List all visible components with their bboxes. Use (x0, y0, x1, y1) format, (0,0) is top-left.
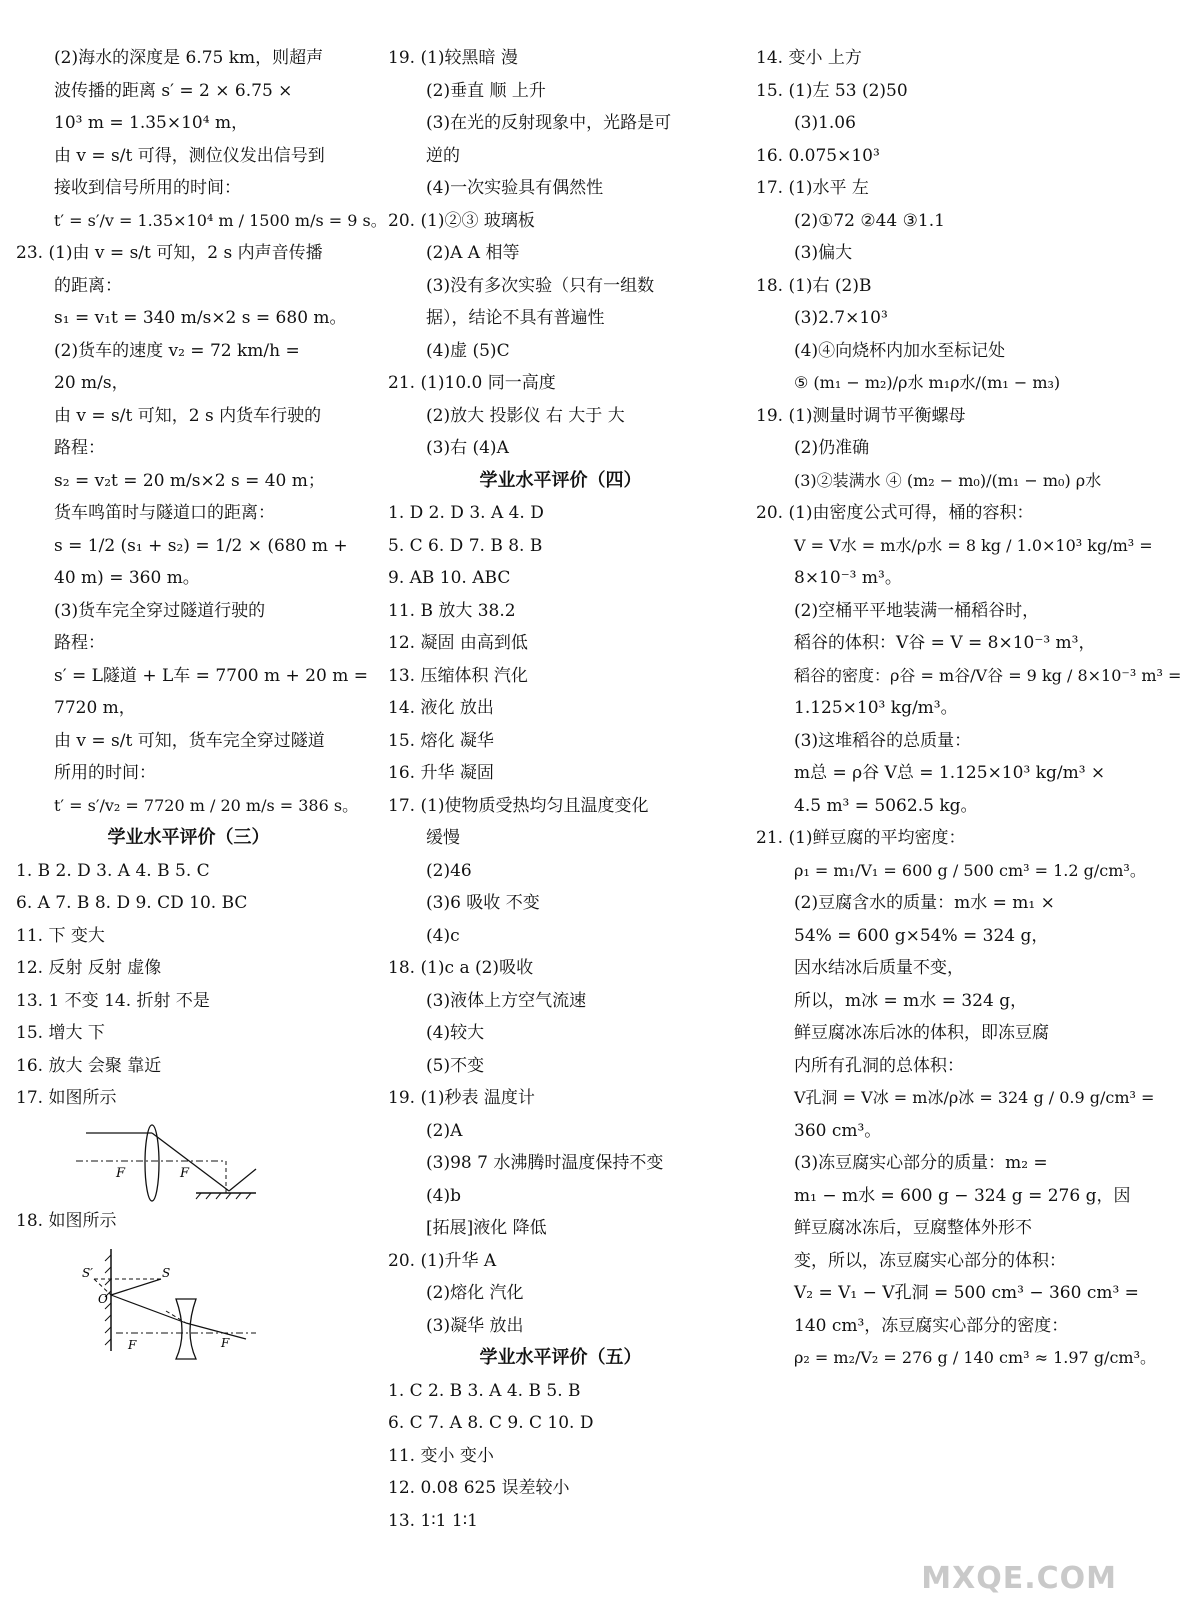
answer-line: 15. (1)左 53 (2)50 (756, 80, 908, 101)
answer-line: 12. 反射 反射 虚像 (16, 958, 162, 978)
column-middle-lines (388, 42, 733, 1537)
answer-line: 15. 熔化 凝华 (388, 730, 494, 751)
answer-line: 6. C 7. A 8. C 9. C 10. D (388, 1413, 594, 1433)
answer-line: 11. B 放大 38.2 (388, 600, 516, 621)
answer-line: (2)放大 投影仪 右 大于 大 (426, 405, 625, 426)
answer-line: (3)没有多次实验（只有一组数 (426, 275, 655, 296)
figure-17 (16, 1119, 361, 1199)
answer-line: 1.125×10³ kg/m³。 (794, 698, 958, 718)
answer-line: 由 v = s/t 可得，测位仪发出信号到 (54, 145, 325, 166)
figure-18 (16, 1241, 361, 1361)
answer-line: s = 1/2 (s₁ + s₂) = 1/2 × (680 m + (54, 535, 348, 556)
answer-line: 12. 0.08 625 误差较小 (388, 1478, 570, 1498)
answer-line: 学业水平评价（三） (107, 827, 270, 848)
answer-line: 140 cm³，冻豆腐实心部分的密度： (794, 1315, 1069, 1336)
answer-line: 20 m/s， (54, 373, 129, 393)
watermark-logo: MXQE.COM (921, 1561, 1117, 1596)
answer-line: 稻谷的体积：V谷 = V = 8×10⁻³ m³， (794, 633, 1096, 653)
answer-line: (4)b (426, 1185, 461, 1206)
answer-line: V₂ = V₁ − V孔洞 = 500 cm³ − 360 cm³ = (794, 1283, 1139, 1303)
answer-line: ρ₂ = m₂/V₂ = 276 g / 140 cm³ ≈ 1.97 g/cm³。 (794, 1348, 1156, 1367)
answer-line: 20. (1)升华 A (388, 1250, 497, 1271)
answer-line: 6. A 7. B 8. D 9. CD 10. BC (16, 893, 248, 913)
answer-line: 18. (1)右 (2)B (756, 275, 872, 296)
answer-line: (4)④向烧杯内加水至标记处 (794, 340, 1006, 361)
answer-line: 所以，m冰 = m水 = 324 g， (794, 990, 1028, 1011)
fig18-label-f2: F (221, 1336, 230, 1350)
answer-line: 13. 1∶1 1∶1 (388, 1510, 478, 1531)
column-left (16, 42, 387, 1367)
column-right (756, 42, 1181, 1375)
answer-line: 由 v = s/t 可知，货车完全穿过隧道 (54, 730, 325, 751)
answer-line: 16. 升华 凝固 (388, 763, 494, 783)
answer-line: 23. (1)由 v = s/t 可知，2 s 内声音传播 (16, 243, 323, 263)
answer-line: t′ = s′/v = 1.35×10⁴ m / 1500 m/s = 9 s。 (54, 210, 387, 230)
answer-line: 所用的时间： (54, 763, 156, 783)
column-left-lines (16, 42, 387, 1115)
answer-line: 21. (1)10.0 同一高度 (388, 373, 556, 393)
answer-line: (2)仍准确 (794, 438, 870, 458)
answer-line: 54% = 600 g×54% = 324 g， (794, 925, 1049, 946)
answer-line: (3)98 7 水沸腾时温度保持不变 (426, 1153, 664, 1173)
answer-line: 15. 增大 下 (16, 1023, 105, 1043)
answer-line: (2)A A 相等 (426, 243, 520, 263)
answer-line: 18. (1)c a (2)吸收 (388, 958, 534, 978)
answer-line: 13. 1 不变 14. 折射 不是 (16, 990, 210, 1011)
answer-line: 接收到信号所用的时间： (54, 178, 241, 198)
answer-line: 鲜豆腐冰冻后冰的体积，即冻豆腐 (794, 1023, 1049, 1043)
answer-line: (2)A (426, 1120, 463, 1141)
answer-line: 17. (1)水平 左 (756, 178, 869, 198)
answer-line: 9. AB 10. ABC (388, 568, 511, 588)
answer-line: s₂ = v₂t = 20 m/s×2 s = 40 m； (54, 470, 325, 491)
answer-line: 19. (1)测量时调节平衡螺母 (756, 405, 966, 426)
answer-line: (2)货车的速度 v₂ = 72 km/h = (54, 340, 300, 361)
answer-line: 19. (1)秒表 温度计 (388, 1088, 535, 1108)
answer-line: 14. 液化 放出 (388, 698, 494, 718)
answer-line: 40 m) = 360 m。 (54, 568, 200, 588)
answer-line: ρ₁ = m₁/V₁ = 600 g / 500 cm³ = 1.2 g/cm³。 (794, 860, 1146, 880)
answer-line: 14. 变小 上方 (756, 48, 862, 68)
answer-line: (3)冻豆腐实心部分的质量：m₂ = (794, 1153, 1048, 1173)
answer-line: (2)垂直 顺 上升 (426, 80, 546, 101)
fig18-label-f1: F (128, 1338, 137, 1352)
answer-line: 1. B 2. D 3. A 4. B 5. C (16, 860, 210, 881)
answer-line: (2)豆腐含水的质量：m水 = m₁ × (794, 893, 1055, 913)
answer-line: 据），结论不具有普遍性 (426, 308, 605, 328)
answer-line: 路程： (54, 438, 105, 458)
answer-line: (4)c (426, 925, 460, 946)
answer-line: (3)货车完全穿过隧道行驶的 (54, 600, 266, 621)
answer-line: m₁ − m水 = 600 g − 324 g = 276 g，因 (794, 1185, 1131, 1206)
answer-line: [拓展]液化 降低 (426, 1218, 547, 1238)
answer-line: (4)较大 (426, 1023, 485, 1043)
answer-line: 13. 压缩体积 汽化 (388, 665, 528, 686)
answer-line: (2)①72 ②44 ③1.1 (794, 210, 945, 231)
answer-line: 货车鸣笛时与隧道口的距离： (54, 503, 275, 523)
answer-line: (3)凝华 放出 (426, 1315, 524, 1336)
answer-line: 8×10⁻³ m³。 (794, 568, 902, 588)
column-right-lines (756, 42, 1181, 1375)
answer-line: (3)这堆稻谷的总质量： (794, 730, 972, 751)
answer-line: 20. (1)由密度公式可得，桶的容积： (756, 503, 1034, 523)
answer-line: 18. 如图所示 (16, 1210, 117, 1231)
answer-line: (3)偏大 (794, 243, 853, 263)
answer-line: (3)6 吸收 不变 (426, 893, 540, 913)
answer-line: 21. (1)鲜豆腐的平均密度： (756, 828, 966, 848)
answer-line: 内所有孔洞的总体积： (794, 1055, 964, 1076)
answer-line: 缓慢 (426, 828, 460, 848)
answer-line: 19. (1)较黑暗 漫 (388, 48, 518, 68)
answer-line: (3)②装满水 ④ (m₂ − m₀)/(m₁ − m₀) ρ水 (794, 470, 1102, 490)
column-left-tail (16, 1205, 361, 1238)
answer-line: ⑤ (m₁ − m₂)/ρ水 m₁ρ水/(m₁ − m₃) (794, 373, 1061, 392)
answer-line: (5)不变 (426, 1055, 485, 1076)
answer-line: (3)1.06 (794, 113, 856, 133)
answer-line: (4)一次实验具有偶然性 (426, 178, 604, 198)
answer-line: (2)海水的深度是 6.75 km，则超声 (54, 48, 324, 68)
answer-line: 学业水平评价（四） (479, 469, 642, 491)
column-middle (388, 42, 733, 1537)
fig18-label-o: O (98, 1292, 108, 1306)
answer-line: 17. 如图所示 (16, 1088, 117, 1108)
answer-line: V = V水 = m水/ρ水 = 8 kg / 1.0×10³ kg/m³ = (794, 535, 1153, 555)
fig17-label-f1: F (116, 1165, 126, 1181)
answer-line: 16. 0.075×10³ (756, 145, 880, 166)
answer-line: 17. (1)使物质受热均匀且温度变化 (388, 795, 649, 816)
answer-line: 11. 变小 变小 (388, 1445, 494, 1466)
answer-line: 鲜豆腐冰冻后，豆腐整体外形不 (794, 1218, 1032, 1238)
answer-line: (3)液体上方空气流速 (426, 990, 587, 1011)
fig17-label-f2: F (180, 1165, 190, 1181)
answer-line: m总 = ρ谷 V总 = 1.125×10³ kg/m³ × (794, 763, 1106, 783)
answer-line: 5. C 6. D 7. B 8. B (388, 535, 543, 556)
fig18-label-s-image: S′ (82, 1266, 93, 1280)
answer-line: 10³ m = 1.35×10⁴ m， (54, 113, 249, 133)
answer-line: 1. D 2. D 3. A 4. D (388, 503, 544, 523)
answer-line: 稻谷的密度：ρ谷 = m谷/V谷 = 9 kg / 8×10⁻³ m³ = (794, 665, 1181, 685)
answer-line: (2)熔化 汽化 (426, 1283, 524, 1303)
answer-line: 20. (1)②③ 玻璃板 (388, 210, 535, 231)
answer-line: (4)虚 (5)C (426, 340, 510, 361)
answer-line: V孔洞 = V冰 = m冰/ρ冰 = 324 g / 0.9 g/cm³ = (794, 1088, 1155, 1107)
answer-line: 路程： (54, 633, 105, 653)
answer-line: 7720 m， (54, 698, 136, 718)
answer-line: 16. 放大 会聚 靠近 (16, 1055, 162, 1076)
answer-line: 12. 凝固 由高到低 (388, 633, 528, 653)
answer-line: 360 cm³。 (794, 1120, 882, 1141)
fig18-label-s: S (162, 1266, 171, 1280)
answer-line: (3)右 (4)A (426, 438, 509, 458)
answer-line: 4.5 m³ = 5062.5 kg。 (794, 795, 978, 816)
answer-line: s₁ = v₁t = 340 m/s×2 s = 680 m。 (54, 308, 347, 328)
answer-line: 因水结冰后质量不变， (794, 958, 964, 978)
answer-line: 逆的 (426, 145, 460, 166)
answer-line: 的距离： (54, 275, 122, 296)
answer-line: (2)46 (426, 860, 472, 881)
answer-line: 波传播的距离 s′ = 2 × 6.75 × (54, 80, 293, 101)
answer-line: 11. 下 变大 (16, 925, 105, 946)
answer-line: 1. C 2. B 3. A 4. B 5. B (388, 1380, 581, 1401)
answer-line: t′ = s′/v₂ = 7720 m / 20 m/s = 386 s。 (54, 795, 359, 815)
answer-line: 由 v = s/t 可知，2 s 内货车行驶的 (54, 405, 322, 426)
answer-line: s′ = L隧道 + L车 = 7700 m + 20 m = (54, 665, 368, 686)
answer-line: (3)2.7×10³ (794, 308, 888, 328)
answer-line: 学业水平评价（五） (479, 1347, 642, 1368)
answer-line: (2)空桶平平地装满一桶稻谷时， (794, 600, 1040, 621)
answer-line: 变，所以，冻豆腐实心部分的体积： (794, 1250, 1066, 1271)
answer-line: (3)在光的反射现象中，光路是可 (426, 113, 672, 133)
